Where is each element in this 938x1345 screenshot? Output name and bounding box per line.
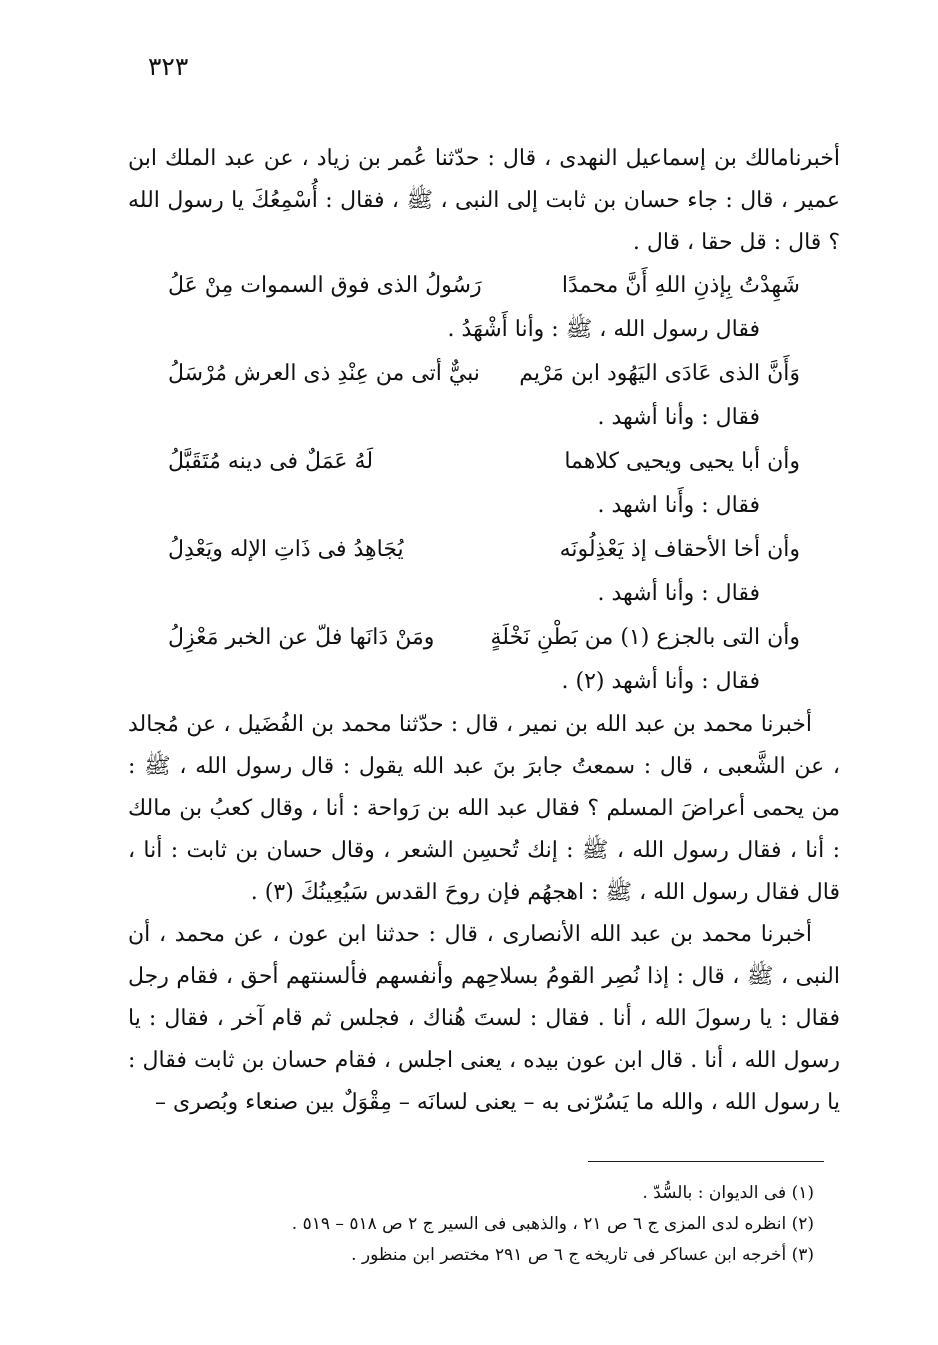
verse-2-first-hemistich: وَأَنَّ الذى عَادَى اليَهُود ابن مَرْيم	[519, 361, 800, 386]
verse-2-reply: فقال : وأنا أشهد .	[597, 405, 760, 430]
footnote-2: (٢) انظره لدى المزى ج ٦ ص ٢١ ، والذهبى فى السير ج ٢ ص ٥١٨ – ٥١٩ .	[291, 1214, 814, 1234]
verse-2	[128, 352, 840, 396]
main-text	[128, 138, 840, 1124]
footnote-3: (٣) أخرجه ابن عساكر فى تاريخه ج ٦ ص ٢٩١ مختصر ابن منظور .	[351, 1245, 814, 1265]
verse-4	[128, 528, 840, 572]
verse-2-second-hemistich: نبيٌّ أتى من عِنْدِ ذى العرش مُرْسَلُ	[168, 361, 480, 386]
verse-4-second-hemistich: يُجَاهِدُ فى ذَاتِ الإله ويَعْدِلُ	[168, 537, 404, 562]
footnotes	[128, 1178, 814, 1271]
verse-3-second-hemistich: لَهُ عَمَلٌ فى دينه مُتَقَبَّلُ	[168, 449, 374, 474]
verse-1	[128, 264, 840, 308]
verse-3	[128, 440, 840, 484]
paragraph-2: أخبرنا محمد بن عبد الله بن نمير ، قال : حدّثنا محمد بن الفُضَيل ، عن مُجالد ، عن الشَّعبى ، قال : سمعتُ جابرَ بنَ عبد الله يقول : قال رسول الله ، ﷺ : من يحمى أعراضَ المسلم ؟ فقال عبد الله بن رَواحة : أنا ، وقال كعبُ بن مالك : أنا ، فقال رسول الله ، ﷺ : إنك تُحسِن الشعر ، وقال حسان بن ثابت : أنا ، قال فقال رسول الله ، ﷺ : اهجهُم فإن روحَ القدس سَيُعِينُكَ (٣) .	[128, 712, 840, 905]
footnote-1: (١) فى الديوان : بالسُّدّ .	[642, 1183, 814, 1203]
verse-5-second-hemistich: ومَنْ دَانَها فلّ عن الخبر مَعْزِلُ	[168, 625, 435, 650]
paragraph-3: أخبرنا محمد بن عبد الله الأنصارى ، قال : حدثنا ابن عون ، عن محمد ، أن النبى ، ﷺ ، قال : إذا نُصِر القومُ بسلاحِهم وأنفسهم فألسنتهم أحق ، فقام رجل فقال : يا رسولَ الله ، أنا . فقال : لستَ هُناك ، فجلس ثم قام آخر ، فقال : يا رسول الله ، أنا . قال ابن عون بيده ، يعنى اجلس ، فقام حسان بن ثابت فقال : يا رسول الله ، والله ما يَسُرّنى به – يعنى لسانَه – مِقْوَلٌ بين صنعاء وبُصرى –	[128, 922, 840, 1115]
verse-3-first-hemistich: وأن أبا يحيى ويحيى كلاهما	[564, 449, 800, 474]
verse-1-second-hemistich: رَسُولُ الذى فوق السموات مِنْ عَلُ	[168, 273, 482, 298]
verse-1-first-hemistich: شَهِدْتُ بِإذنِ اللهِ أَنَّ محمدًا	[561, 273, 800, 298]
verse-5	[128, 616, 840, 660]
verse-4-first-hemistich: وأن أخا الأحقاف إذ يَعْذِلُونَه	[559, 537, 800, 562]
paragraph-1: أخبرنامالك بن إسماعيل النهدى ، قال : حدّثنا عُمر بن زياد ، عن عبد الملك ابن عمير ، قال : جاء حسان بن ثابت إلى النبى ، ﷺ ، فقال : أُسْمِعُكَ يا رسول الله ؟ قال : قل حقا ، قال .	[128, 146, 840, 255]
verse-5-reply: فقال : وأنا أشهد (٢) .	[561, 669, 760, 694]
footnote-divider	[588, 1161, 824, 1162]
verse-1-reply: فقال رسول الله ، ﷺ : وأنا أَشْهَدُ .	[447, 317, 760, 342]
page-number: ٣٢٣	[148, 52, 189, 81]
verse-5-first-hemistich: وأن التى بالجزع (١) من بَطْنِ نَخْلَةٍ	[490, 625, 800, 650]
poem	[128, 264, 840, 704]
verse-4-reply: فقال : وأنا أشهد .	[597, 581, 760, 606]
verse-3-reply: فقال : وأَنا اشهد .	[597, 493, 760, 518]
